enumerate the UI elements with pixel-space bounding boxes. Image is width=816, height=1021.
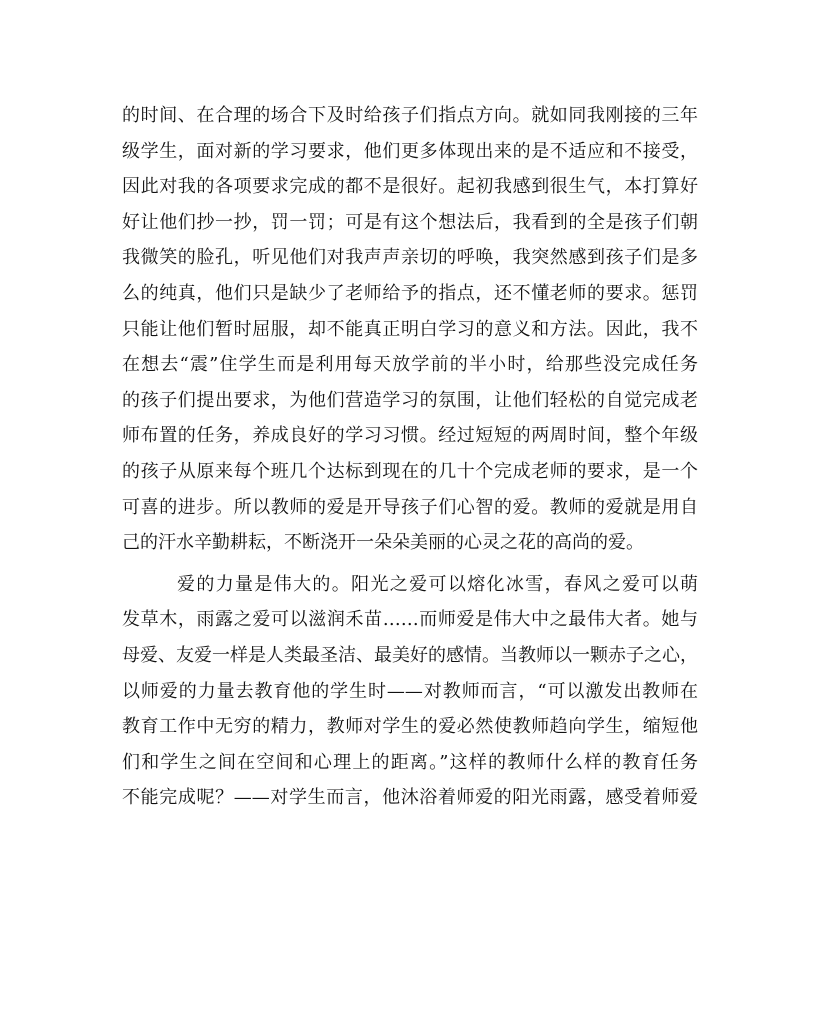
document-body xyxy=(122,98,698,816)
text-line: 的孩子从原来每个班几个达标到现在的几十个完成老师的要求，是一个 xyxy=(122,460,698,482)
text-line: 的时间、在合理的场合下及时给孩子们指点方向。就如同我刚接的三年 xyxy=(122,105,698,126)
text-line: 以师爱的力量去教育他的学生时——对教师而言，“可以激发出教师在 xyxy=(122,680,698,702)
text-line: 么的纯真，他们只是缺少了老师给予的指点，还不懂老师的要求。惩罚 xyxy=(122,282,698,304)
text-line: 在想去“震”住学生而是利用每天放学前的半小时，给那些没完成任务 xyxy=(122,354,698,376)
paragraph-1 xyxy=(122,98,698,561)
text-line: 们和学生之间在空间和心理上的距离。”这样的教师什么样的教育任务 xyxy=(122,751,698,773)
text-line: 只能让他们暂时屈服，却不能真正明白学习的意义和方法。因此，我不 xyxy=(122,318,698,340)
text-line: 我微笑的脸孔，听见他们对我声声亲切的呼唤，我突然感到孩子们是多 xyxy=(122,247,698,269)
text-line: 发草木，雨露之爱可以滋润禾苗……而师爱是伟大中之最伟大者。她与 xyxy=(122,609,698,631)
text-line: 师布置的任务，养成良好的学习习惯。经过短短的两周时间，整个年级 xyxy=(122,425,698,447)
paragraph-2 xyxy=(122,567,698,816)
text-line: 级学生，面对新的学习要求，他们更多体现出来的是不适应和不接受， xyxy=(122,140,698,162)
text-line: 爱的力量是伟大的。阳光之爱可以熔化冰雪，春风之爱可以萌 xyxy=(177,573,698,595)
text-line: 教育工作中无穷的精力，教师对学生的爱必然使教师趋向学生，缩短他 xyxy=(122,716,698,738)
text-line: 好让他们抄一抄，罚一罚；可是有这个想法后，我看到的全是孩子们朝 xyxy=(122,211,698,233)
text-line: 的孩子们提出要求，为他们营造学习的氛围，让他们轻松的自觉完成老 xyxy=(122,389,698,411)
text-line: 不能完成呢？——对学生而言，他沐浴着师爱的阳光雨露，感受着师爱 xyxy=(122,787,698,809)
text-line: 己的汗水辛勤耕耘，不断浇开一朵朵美丽的心灵之花的高尚的爱。 xyxy=(122,532,644,554)
text-line: 母爱、友爱一样是人类最圣洁、最美好的感情。当教师以一颗赤子之心， xyxy=(122,644,698,666)
text-line: 可喜的进步。所以教师的爱是开导孩子们心智的爱。教师的爱就是用自 xyxy=(122,496,698,518)
text-line: 因此对我的各项要求完成的都不是很好。起初我感到很生气，本打算好 xyxy=(122,176,698,198)
